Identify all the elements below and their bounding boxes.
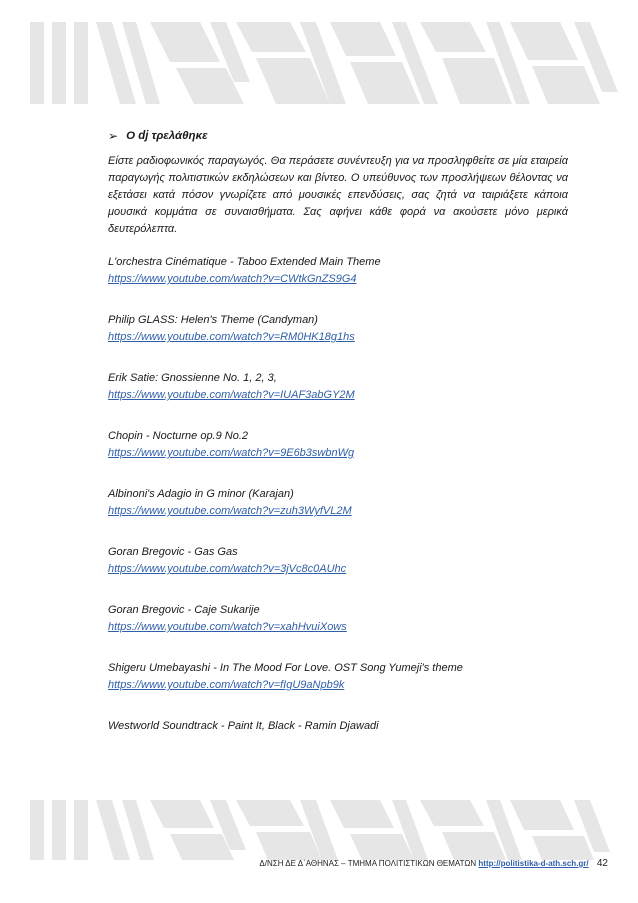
track-link[interactable]: https://www.youtube.com/watch?v=CWtkGnZS9G4 <box>108 273 357 285</box>
arrow-bullet-icon: ➢ <box>108 129 119 143</box>
track-link[interactable]: https://www.youtube.com/watch?v=xahHvuiXows <box>108 621 347 633</box>
page-footer <box>0 858 608 869</box>
track-item <box>108 660 568 694</box>
page-number: 42 <box>596 858 608 869</box>
track-link[interactable]: https://www.youtube.com/watch?v=9E6b3swbnWg <box>108 447 355 459</box>
track-title: Goran Bregovic - Gas Gas <box>108 546 238 558</box>
page-content <box>108 128 568 759</box>
track-title: Shigeru Umebayashi - In The Mood For Love. OST Song Yumeji's theme <box>108 662 463 674</box>
track-link[interactable]: https://www.youtube.com/watch?v=fIgU9aNpb9k <box>108 679 345 691</box>
track-title: Erik Satie: Gnossienne No. 1, 2, 3, <box>108 372 277 384</box>
footer-link[interactable]: http://politistika-d-ath.sch.gr/ <box>478 859 589 868</box>
track-link[interactable]: https://www.youtube.com/watch?v=zuh3WyfVL2M <box>108 505 352 517</box>
track-item <box>108 312 568 346</box>
track-title: Philip GLASS: Helen's Theme (Candyman) <box>108 314 318 326</box>
section-heading <box>108 128 568 145</box>
footer-text: Δ/ΝΣΗ ΔΕ Δ΄ΑΘΗΝΑΣ – ΤΜΗΜΑ ΠΟΛΙΤΙΣΤΙΚΩΝ ΘΕΜΑΤΩΝ <box>259 859 477 868</box>
track-title: Westworld Soundtrack - Paint It, Black - Ramin Djawadi <box>108 720 379 732</box>
track-item <box>108 486 568 520</box>
stripe-pattern-top <box>0 22 638 104</box>
track-title: L'orchestra Cinématique - Taboo Extended Main Theme <box>108 256 381 268</box>
track-title: Chopin - Nocturne op.9 No.2 <box>108 430 249 442</box>
track-link[interactable]: https://www.youtube.com/watch?v=3jVc8c0AUhc <box>108 563 347 575</box>
track-title: Goran Bregovic - Caje Sukarije <box>108 604 260 616</box>
track-item <box>108 718 568 735</box>
track-item <box>108 602 568 636</box>
track-title: Albinoni's Adagio in G minor (Karajan) <box>108 488 294 500</box>
track-item <box>108 370 568 404</box>
track-link[interactable]: https://www.youtube.com/watch?v=RM0HK18g1hs <box>108 331 355 343</box>
footer-decorative-banner <box>0 800 638 860</box>
header-decorative-banner <box>0 22 638 104</box>
track-item <box>108 544 568 578</box>
section-heading-text: Ο dj τρελάθηκε <box>126 130 208 142</box>
track-link[interactable]: https://www.youtube.com/watch?v=IUAF3abGY2M <box>108 389 355 401</box>
intro-paragraph: Είστε ραδιοφωνικός παραγωγός. Θα περάσετε συνέντευξη για να προσληφθείτε σε μία εταιρεία παραγωγής πολιτιστικών εκδηλώσεων και βίντεο. Ο υπεύθυνος των προσλήψεων θέλοντας να εξετάσει κατά πόσον γνωρίζετε από μουσικές επενδύσεις, σας ζητά να ταιριάξετε κάποια μουσικά κομμάτια σε συναισθήματα. Σας αφήνει κάθε φορά να ακούσετε μόνο μερικά δευτερόλεπτα. <box>108 155 568 235</box>
track-item <box>108 254 568 288</box>
stripe-pattern-bottom <box>0 800 638 860</box>
track-item <box>108 428 568 462</box>
